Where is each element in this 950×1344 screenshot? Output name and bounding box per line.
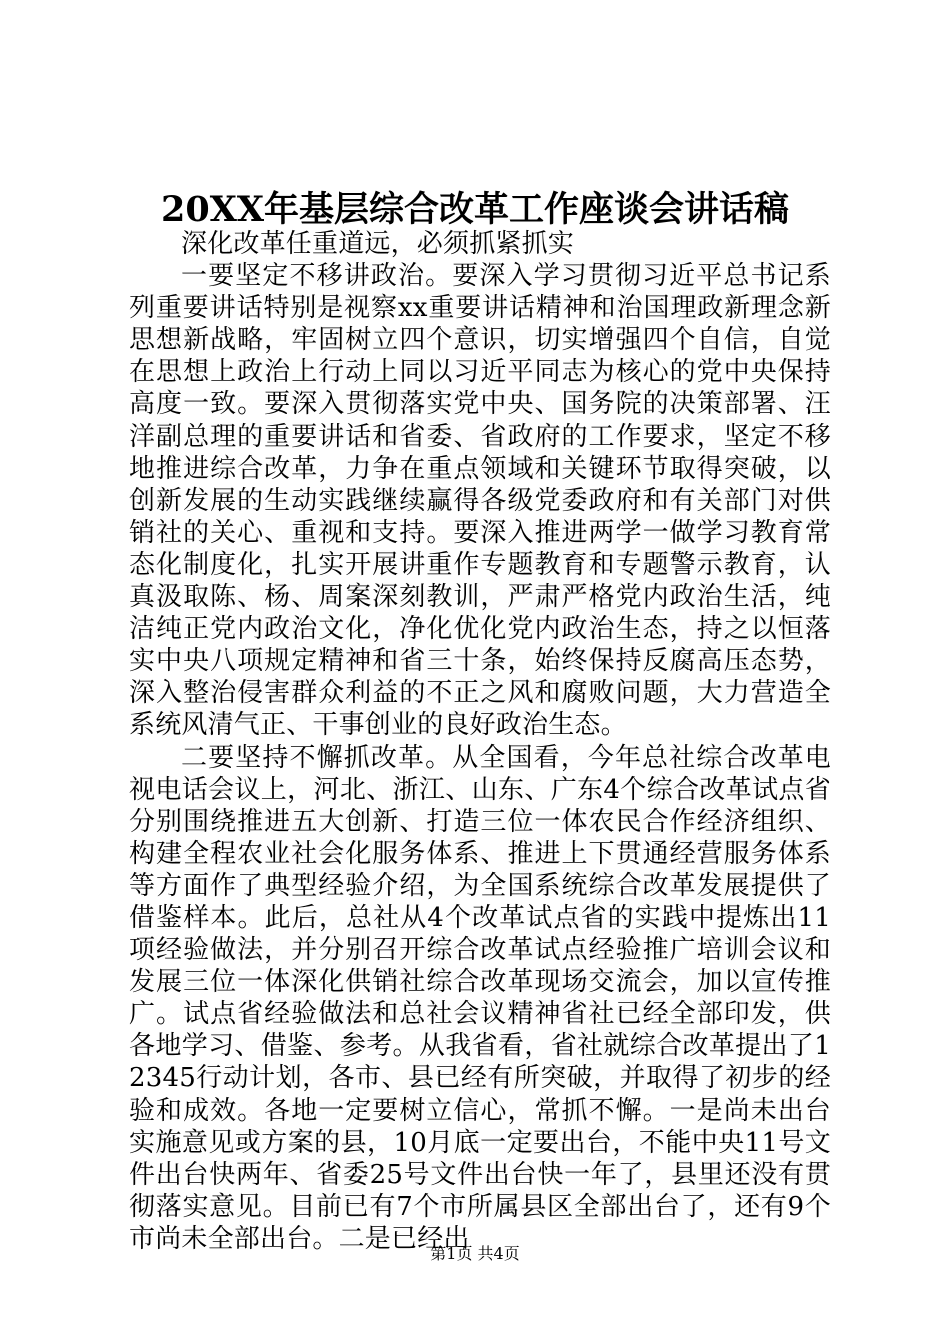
- page-number-footer: 第1页 共4页: [430, 1244, 520, 1263]
- paragraph-subtitle: 深化改革任重道远，必须抓紧抓实: [181, 229, 575, 259]
- document-title: 20XX年基层综合改革工作座谈会讲话稿: [160, 189, 790, 230]
- paragraph-reform: 二要坚持不懈抓改革。从全国看，今年总社综合改革电视电话会议上，河北、浙江、山东、广东4个综合改革试点省分别围绕推进五大创新、打造三位一体农民合作经济组织、构建全程农业社会化服务体系、推进上下贯通经营服务体系等方面作了典型经验介绍，为全国系统综合改革发展提供了借鉴样本。此后，总社从4个改革试点省的实践中提炼出11项经验做法，并分别召开综合改革试点经验推广培训会议和发展三位一体深化供销社综合改革现场交流会，加以宣传推广。试点省经验做法和总社会议精神省社已经全部印发，供各地学习、借鉴、参考。从我省看，省社就综合改革提出了12345行动计划，各市、县已经有所突破，并取得了初步的经验和成效。各地一定要树立信心，常抓不懈。一是尚未出台实施意见或方案的县，10月底一定要出台，不能中央11号文件出台快两年、省委25号文件出台快一年了，县里还没有贯彻落实意见。目前已有7个市所属县区全部出台了，还有9个市尚未全部出台。二是已经出: [129, 742, 831, 1254]
- document-body: [129, 228, 831, 1255]
- paragraph-politics: 一要坚定不移讲政治。要深入学习贯彻习近平总书记系列重要讲话特别是视察xx重要讲话精神和治国理政新理念新思想新战略，牢固树立四个意识，切实增强四个自信，自觉在思想上政治上行动上同以习近平同志为核心的党中央保持高度一致。要深入贯彻落实党中央、国务院的决策部署、汪洋副总理的重要讲话和省委、省政府的工作要求，坚定不移地推进综合改革，力争在重点领域和关键环节取得突破，以创新发展的生动实践继续赢得各级党委政府和有关部门对供销社的关心、重视和支持。要深入推进两学一做学习教育常态化制度化，扎实开展讲重作专题教育和专题警示教育，认真汲取陈、杨、周案深刻教训，严肃严格党内政治生活，纯洁纯正党内政治文化，净化优化党内政治生态，持之以恒落实中央八项规定精神和省三十条，始终保持反腐高压态势，深入整治侵害群众利益的不正之风和腐败问题，大力营造全系统风清气正、干事创业的良好政治生态。: [129, 261, 831, 741]
